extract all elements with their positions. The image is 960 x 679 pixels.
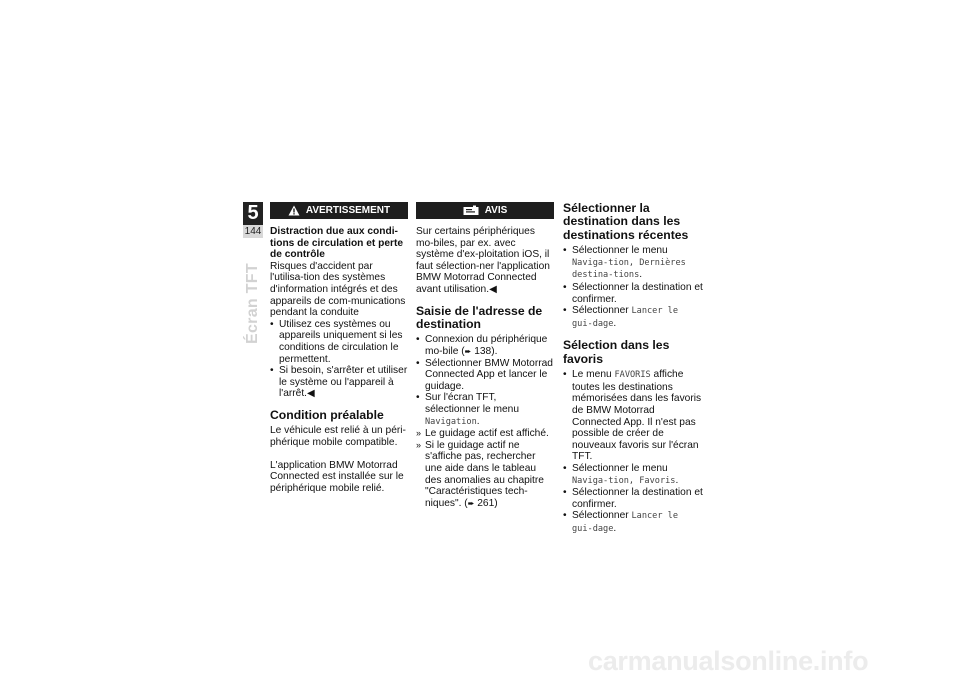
favorites-steps — [563, 369, 703, 535]
recent-heading: Sélectionner la destination dans les destinations récentes — [563, 201, 689, 242]
column-1 — [270, 202, 408, 494]
warning-label: AVERTISSEMENT — [305, 204, 391, 216]
menu-code: Lancer le gui-dage — [572, 511, 679, 534]
list-item: • Sélectionner le menu Naviga-tion, Favoris. — [563, 463, 703, 487]
favorites-heading: Sélection dans les favoris — [563, 338, 670, 366]
precondition-heading: Condition préalable — [270, 407, 384, 422]
list-item: • Le menu FAVORIS affiche toutes les destinations mémorisées dans les favoris de BMW Motorrad Connected App. Il n'est pas possible de créer de nouveaux favoris sur l'écran TFT. — [563, 369, 703, 463]
warning-heading: Distraction due aux condi-tions de circulation et perte de contrôle — [270, 226, 404, 261]
list-item: • Sur l'écran TFT, sélectionner le menu Navigation. — [416, 392, 554, 428]
menu-code: Naviga-tion, Favoris — [572, 475, 676, 486]
warning-banner — [270, 202, 408, 219]
list-item: • Sélectionner la destination et confirmer. — [563, 282, 703, 305]
warning-text: Risques d'accident par l'utilisa-tion des systèmes d'information intégrés et des appareils de com-munications pendant la conduite — [270, 260, 406, 319]
menu-code: Naviga-tion, Dernières destina-tions — [572, 257, 686, 281]
list-item: • Utilisez ces systèmes ou appareils uniquement si les conditions de circulation le permettent. — [270, 319, 408, 365]
chapter-number: 5 — [243, 202, 263, 225]
notice-label: AVIS — [484, 204, 508, 216]
menu-code: Lancer le gui-dage — [572, 306, 679, 329]
warning-triangle-icon — [288, 205, 300, 216]
end-marker: ◀ — [489, 283, 497, 295]
notice-banner — [416, 202, 554, 219]
precondition-text-1: Le véhicule est relié à un péri-phérique mobile compatible. — [270, 425, 406, 448]
precondition-text-2: L'application BMW Motorrad Connected est installée sur le périphérique mobile relié. — [270, 459, 404, 494]
list-item: • Sélectionner le menu Naviga-tion, Dernières destina-tions. — [563, 245, 703, 282]
list-item: • Sélectionner la destination et confirmer. — [563, 487, 703, 510]
list-item: • Sélectionner Lancer le gui-dage. — [563, 510, 703, 535]
column-3 — [563, 202, 703, 536]
list-item: • Si besoin, s'arrêter et utiliser le système ou l'appareil à l'arrêt.◀ — [270, 365, 408, 400]
arrow-icon: ➨ — [464, 346, 472, 356]
column-2 — [416, 202, 554, 509]
watermark: carmanualsonline.info — [588, 646, 869, 676]
page-ref: 138 — [474, 345, 492, 357]
end-marker: ◀ — [307, 388, 315, 400]
result-item: » Si le guidage actif ne s'affiche pas, rechercher une aide dans le tableau des anomalies au chapitre "Caractéristiques tech-niques". (➨ 261) — [416, 440, 554, 510]
menu-code: FAVORIS — [614, 370, 651, 381]
chapter-title-vertical — [243, 240, 263, 345]
chapter-title: Écran TFT — [244, 263, 261, 344]
recent-steps — [563, 245, 703, 330]
arrow-icon: ➨ — [467, 498, 475, 508]
result-item: » Le guidage actif est affiché. — [416, 428, 554, 440]
page-ref: 261 — [477, 497, 495, 509]
notice-text: Sur certains périphériques mo-biles, par ex. avec système d'ex-ploitation iOS, il faut sélection-ner l'application BMW Motorrad Connected avant utilisation.◀ — [416, 226, 550, 295]
menu-code: Navigation — [425, 416, 477, 427]
page-number: 144 — [244, 226, 262, 237]
address-steps — [416, 334, 554, 509]
notice-hand-icon — [463, 205, 479, 216]
address-heading: Saisie de l'adresse de destination — [416, 303, 543, 331]
list-item: • Sélectionner Lancer le gui-dage. — [563, 305, 703, 330]
warning-list — [270, 319, 408, 400]
list-item: • Sélectionner BMW Motorrad Connected App et lancer le guidage. — [416, 358, 554, 393]
list-item: • Connexion du périphérique mo-bile (➨ 138). — [416, 334, 554, 357]
